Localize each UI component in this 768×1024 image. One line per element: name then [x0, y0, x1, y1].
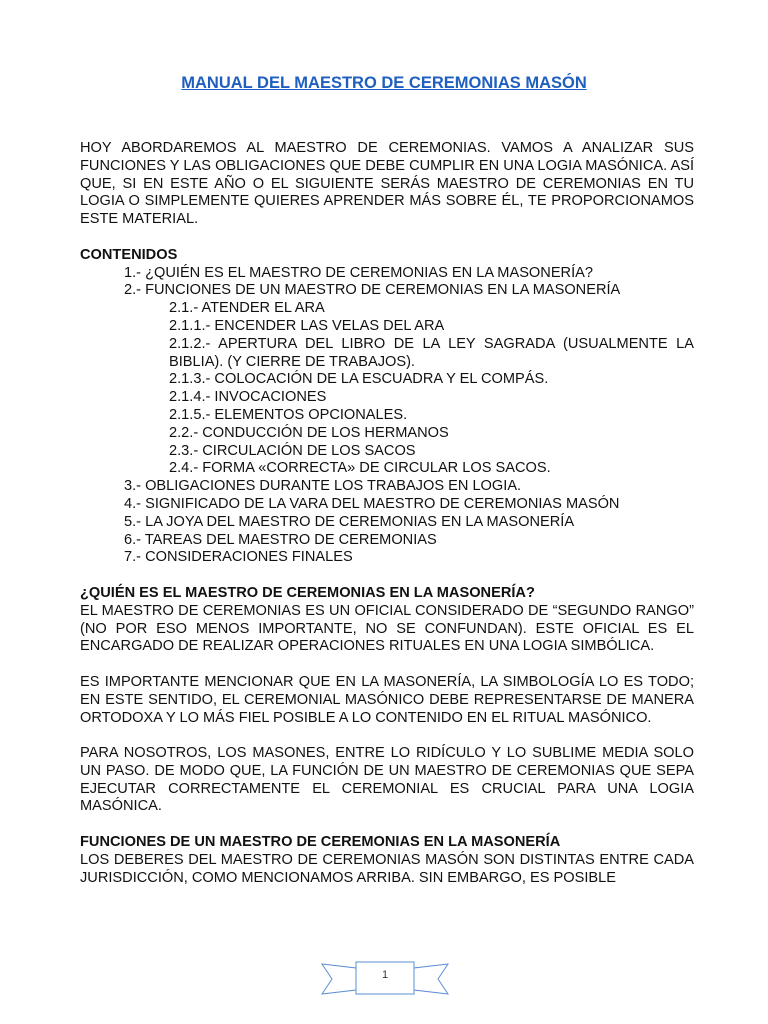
contents-heading: CONTENIDOS: [80, 246, 178, 263]
toc-item: 2.1.5.- ELEMENTOS OPCIONALES.: [169, 406, 408, 423]
toc-item: 4.- SIGNIFICADO DE LA VARA DEL MAESTRO DE CEREMONIAS MASÓN: [124, 495, 620, 512]
toc-item: 2.1.3.- COLOCACIÓN DE LA ESCUADRA Y EL COMPÁS.: [169, 371, 549, 388]
body-paragraph: PARA NOSOTROS, LOS MASONES, ENTRE LO RIDÍCULO Y LO SUBLIME MEDIA SOLO UN PASO. DE MODO QUE, LA FUNCIÓN DE UN MAESTRO DE CEREMONIAS QUE SEPA EJECUTAR CORRECTAMENTE EL CEREMONIAL ES CRUCIAL PARA UNA LOGIA MASÓNICA.: [80, 745, 694, 815]
body-paragraph: EL MAESTRO DE CEREMONIAS ES UN OFICIAL CONSIDERADO DE “SEGUNDO RANGO” (NO POR ESO MENOS IMPORTANTE, NO SE CONFUNDAN). ESTE OFICIAL ES EL ENCARGADO DE REALIZAR OPERACIONES RITUALES EN UNA LOGIA SIMBÓLICA.: [80, 602, 694, 655]
section-heading: FUNCIONES DE UN MAESTRO DE CEREMONIAS EN LA MASONERÍA: [80, 834, 561, 851]
toc-item: 7.- CONSIDERACIONES FINALES: [124, 549, 353, 566]
toc-item: 2.1.- ATENDER EL ARA: [169, 300, 325, 317]
body-paragraph: LOS DEBERES DEL MAESTRO DE CEREMONIAS MASÓN SON DISTINTAS ENTRE CADA JURISDICCIÓN, COMO MENCIONAMOS ARRIBA. SIN EMBARGO, ES POSIBLE: [80, 851, 694, 886]
body-paragraph: ES IMPORTANTE MENCIONAR QUE EN LA MASONERÍA, LA SIMBOLOGÍA LO ES TODO; EN ESTE SENTIDO, EL CEREMONIAL MASÓNICO DEBE REPRESENTARSE DE MANERA ORTODOXA Y LO MÁS FIEL POSIBLE A LO CONTENIDO EN EL RITUAL MASÓNICO.: [80, 673, 694, 726]
document-body: [80, 140, 694, 887]
page-number-ribbon: [320, 960, 450, 998]
toc-item: 2.1.1.- ENCENDER LAS VELAS DEL ARA: [169, 317, 445, 334]
toc-item: 2.1.2.- APERTURA DEL LIBRO DE LA LEY SAGRADA (USUALMENTE LA BIBLIA). (Y CIERRE DE TRABAJOS).: [169, 335, 694, 370]
section-heading: ¿QUIÉN ES EL MAESTRO DE CEREMONIAS EN LA MASONERÍA?: [80, 584, 535, 601]
page-number: 1: [381, 969, 389, 981]
toc-item: 5.- LA JOYA DEL MAESTRO DE CEREMONIAS EN LA MASONERÍA: [124, 513, 575, 530]
toc-item: 1.- ¿QUIÉN ES EL MAESTRO DE CEREMONIAS EN LA MASONERÍA?: [124, 264, 593, 281]
toc-item: 6.- TAREAS DEL MAESTRO DE CEREMONIAS: [124, 531, 437, 548]
toc-item: 2.1.4.- INVOCACIONES: [169, 389, 327, 406]
toc-item: 2.- FUNCIONES DE UN MAESTRO DE CEREMONIAS EN LA MASONERÍA: [124, 282, 621, 299]
table-of-contents: [80, 265, 694, 568]
toc-item: 2.3.- CIRCULACIÓN DE LOS SACOS: [169, 442, 416, 459]
toc-item: 3.- OBLIGACIONES DURANTE LOS TRABAJOS EN LOGIA.: [124, 478, 522, 495]
intro-paragraph: HOY ABORDAREMOS AL MAESTRO DE CEREMONIAS. VAMOS A ANALIZAR SUS FUNCIONES Y LAS OBLIGACIONES QUE DEBE CUMPLIR EN UNA LOGIA MASÓNICA. ASÍ QUE, SI EN ESTE AÑO O EL SIGUIENTE SERÁS MAESTRO DE CEREMONIAS EN TU LOGIA O SIMPLEMENTE QUIERES APRENDER MÁS SOBRE ÉL, TE PROPORCIONAMOS ESTE MATERIAL.: [80, 140, 694, 228]
document-title: MANUAL DEL MAESTRO DE CEREMONIAS MASÓN: [181, 74, 587, 92]
toc-item: 2.2.- CONDUCCIÓN DE LOS HERMANOS: [169, 424, 449, 441]
toc-item: 2.4.- FORMA «CORRECTA» DE CIRCULAR LOS SACOS.: [169, 460, 551, 477]
